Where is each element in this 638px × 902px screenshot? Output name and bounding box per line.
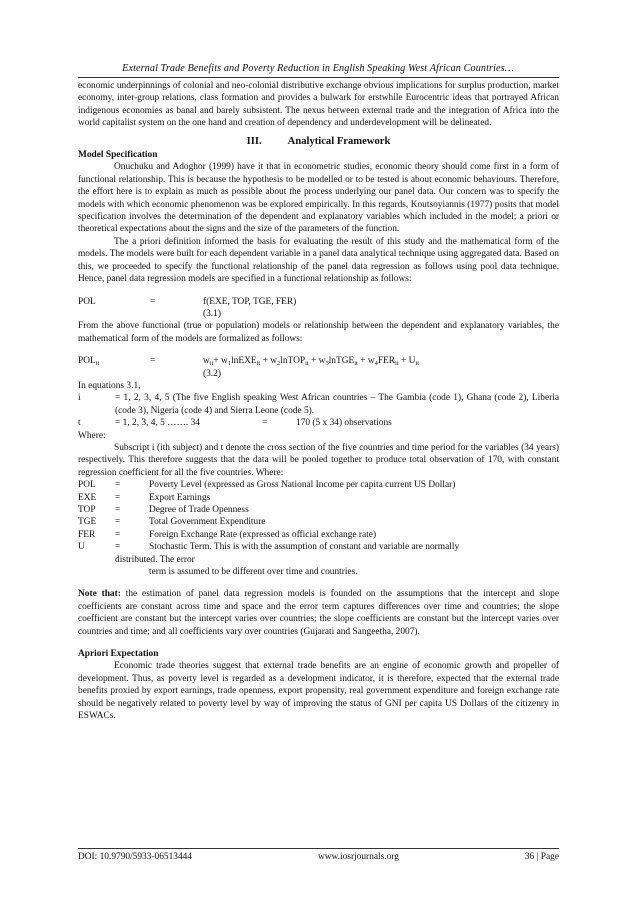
eq2-term: + w bbox=[357, 356, 375, 367]
footer-rule bbox=[78, 848, 559, 849]
intro-paragraph: economic underpinnings of colonial and neo-colonial distributive exchange obvious implications for surplus production, market economy, inter-group relations, class formation and provides a bulwark for erstwhile Eurocentric ideas that portrayed African indigenous economies as banal and barely subsistent. The nexus between external trade and the integration of Africa into the world capitalist system on the one hand and creation of dependency and underdevelopment will be delineated. bbox=[78, 81, 559, 129]
def-key: TGE bbox=[78, 517, 97, 528]
eq2-subscript: it bbox=[256, 360, 261, 368]
eq2-term: lnTGE bbox=[328, 356, 355, 367]
eq2-term: FER bbox=[377, 356, 396, 367]
header-rule bbox=[78, 77, 559, 78]
page-footer bbox=[78, 852, 559, 862]
eq2-term: + w bbox=[308, 356, 326, 367]
equation-3-1 bbox=[78, 296, 559, 308]
eq2-term: lnEXE bbox=[231, 356, 257, 367]
eq1-op: = bbox=[150, 296, 156, 307]
equations-intro: In equations 3.1, bbox=[78, 380, 141, 391]
running-header: External Trade Benefits and Poverty Reduction in English Speaking West African Countries… bbox=[122, 63, 514, 74]
subscript-paragraph: Subscript i (ith subject) and t denote the cross section of the five countries and time period for the variables (34 years) respectively. This therefore suggests that the data will be pooled together to produce total observation of 170, with constant regression coefficient for all the five countries. Where: bbox=[78, 442, 559, 478]
index-i-definition bbox=[78, 392, 559, 417]
def-value: Degree of Trade Openness bbox=[149, 505, 249, 515]
section-title: Analytical Framework bbox=[287, 135, 391, 147]
footer-website[interactable]: www.iosrjournals.org bbox=[317, 852, 399, 862]
eq2-subscript: 4 bbox=[374, 360, 378, 368]
footer-page-number: 36 | Page bbox=[524, 852, 559, 862]
eq2-number: (3.2) bbox=[203, 368, 221, 379]
footer-doi: DOI: 10.9790/5933-06513444 bbox=[78, 852, 193, 862]
page-body bbox=[78, 80, 559, 723]
eq1-number: (3.1) bbox=[203, 308, 221, 319]
eq2-subscript: it bbox=[395, 360, 399, 368]
definition-row bbox=[78, 529, 559, 541]
note-label: Note that: bbox=[78, 589, 121, 600]
eq2-subscript: it bbox=[415, 360, 420, 368]
def-op: = bbox=[115, 480, 121, 491]
section-heading bbox=[78, 136, 559, 148]
eq2-subscript: 3 bbox=[325, 360, 329, 368]
eq2-rhs bbox=[203, 355, 559, 367]
definition-row bbox=[78, 492, 559, 504]
eq2-term: + w bbox=[260, 356, 277, 367]
def-key: EXE bbox=[78, 492, 97, 503]
def-value: Foreign Exchange Rate (expressed as official exchange rate) bbox=[149, 529, 377, 540]
def-op: = bbox=[115, 505, 121, 515]
index-t-eq: = bbox=[262, 418, 268, 429]
def-value: Stochastic Term. This is with the assumption of constant and variable are normally bbox=[149, 542, 460, 553]
def-op: = bbox=[115, 542, 121, 553]
index-t-obs: 170 (5 x 34) observations bbox=[296, 418, 392, 429]
transition-paragraph: From the above functional (true or population) models or relationship between the dependent and explanatory variables, the mathematical form of the models are formalized as follows: bbox=[78, 321, 559, 344]
index-t-definition bbox=[78, 417, 559, 429]
definition-row-u bbox=[78, 541, 559, 553]
index-t-key: t bbox=[78, 418, 81, 429]
def-value: Export Earnings bbox=[149, 492, 211, 503]
definition-row bbox=[78, 516, 559, 528]
eq2-term: + w bbox=[213, 356, 228, 367]
def-u-continuation-2: term is assumed to be different over time and countries. bbox=[149, 567, 358, 578]
def-op: = bbox=[115, 529, 121, 540]
def-op: = bbox=[115, 492, 121, 503]
eq2-subscript: 2 bbox=[276, 360, 281, 368]
model-spec-heading: Model Specification bbox=[78, 150, 158, 161]
def-u-continuation-1: distributed. The error bbox=[115, 554, 195, 565]
variable-definitions bbox=[78, 479, 559, 578]
eq2-subscript: it bbox=[305, 360, 309, 368]
def-op: = bbox=[115, 517, 121, 528]
eq1-lhs: POL bbox=[78, 296, 96, 307]
eq2-op: = bbox=[150, 356, 156, 367]
index-i-text: = 1, 2, 3, 4, 5 (The five English speaking West African countries – The Gambia (code 1), Ghana (code 2), Liberia (code 3), Nigeria (code 4) and Sierra Leone (code 5). bbox=[115, 393, 559, 416]
index-t-range: = 1, 2, 3, 4, 5 ……. 34 bbox=[115, 418, 200, 429]
def-value: Poverty Level (expressed as Gross National Income per capita current US Dollar) bbox=[149, 480, 456, 491]
def-key: U bbox=[78, 542, 85, 553]
def-key: FER bbox=[78, 529, 96, 540]
def-key: POL bbox=[78, 480, 96, 491]
note-paragraph bbox=[78, 588, 559, 638]
eq2-term: + U bbox=[398, 356, 416, 367]
eq2-lhs: $POL_{it}$ bbox=[78, 356, 100, 368]
index-i-key: i bbox=[78, 393, 81, 404]
eq1-rhs: f(EXE, TOP, TGE, FER) bbox=[203, 296, 297, 307]
eq2-term: lnTOP bbox=[280, 356, 306, 367]
section-number: III. bbox=[246, 135, 262, 147]
definition-row bbox=[78, 479, 559, 491]
eq2-subscript: it bbox=[354, 360, 358, 368]
definition-row bbox=[78, 504, 559, 516]
def-key: TOP bbox=[78, 505, 96, 515]
where-label: Where: bbox=[78, 430, 106, 441]
model-spec-para2: The a priori definition informed the basis for evaluating the result of this study and the mathematical form of the models. The models were built for each dependent variable in a panel data analytical technique using aggregated data. Based on this, we proceeded to specify the functional relationship of the panel data regression as follows using pool data technique. Hence, panel data regression models are specified in a functional relationship as follows: bbox=[78, 236, 559, 285]
equation-3-2 bbox=[78, 355, 559, 367]
apriori-paragraph: Economic trade theories suggest that external trade benefits are an engine of economic growth and propeller of development. Thus, as poverty level is regarded as a development indicator, it is therefore, expected that the external trade benefits proxied by export earnings, trade openness, export propensity, real government expenditure and foreign exchange rate should be negatively related to poverty level by way of improving the status of GNI per capita US Dollars of the citizenry in ESWACs. bbox=[78, 661, 559, 722]
eq2-subscript: 1 bbox=[227, 360, 232, 368]
model-spec-para1: Onuchuku and Adoghor (1999) have it that in econometric studies, economic theory should come first in a form of functional relationship. This is because the hypothesis to be modelled or to be tested is about economic behaviours. Therefore, the effort here is to explain as much as possible about the process underlying our panel data. Our concern was to specify the models with which economic phenomenon was be explored empirically. In this regards, Koutsoyiannis (1977) posits that model specification involves the determination of the dependent and explanatory variables which included in the model; a priori or theoretical expectations about the signs and the size of the parameters of the function. bbox=[78, 162, 559, 235]
eq2-subscript: it bbox=[209, 360, 214, 368]
eq2-term: w bbox=[203, 356, 210, 367]
apriori-heading: Apriori Expectation bbox=[78, 649, 159, 660]
def-value: Total Government Expenditure bbox=[149, 517, 266, 528]
note-text: the estimation of panel data regression models is founded on the assumptions that the intercept and slope coefficients are constant across time and space and the error term captures differences over time and countries; the slope coefficient are constant but the intercept varies over countries; the slope coefficients are constant but the intercept varies over countries and time; and all coefficients vary over countries (Gujarati and Sangeetha, 2007). bbox=[78, 589, 560, 637]
